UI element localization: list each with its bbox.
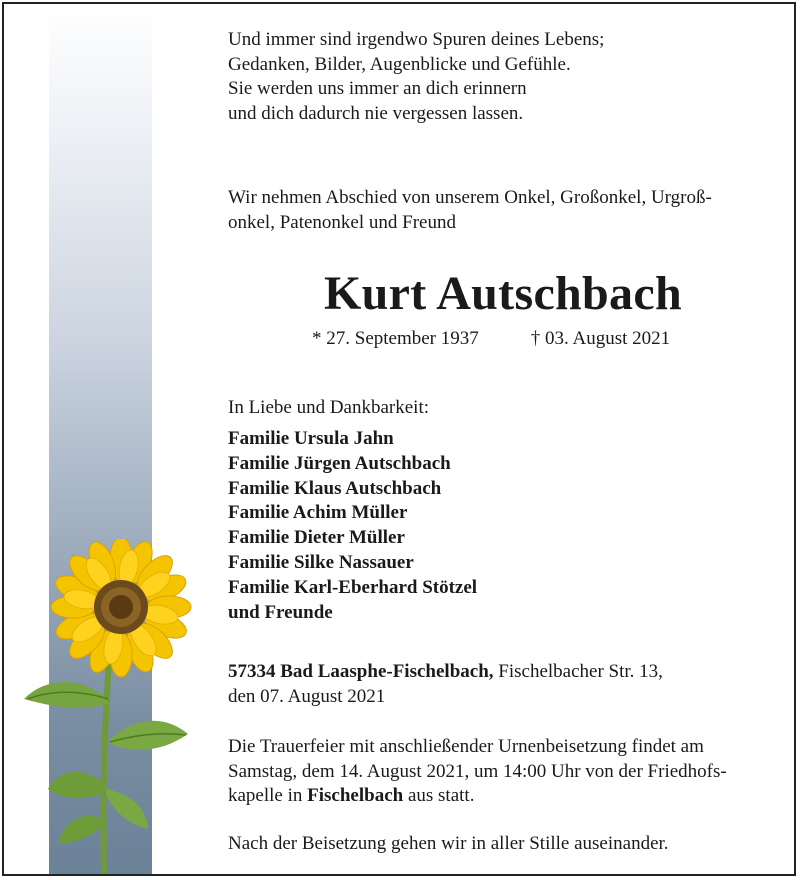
family-list xyxy=(228,427,477,625)
ceremony-post: aus statt. xyxy=(403,785,475,806)
ceremony-line: Die Trauerfeier mit anschließender Urnenbeisetzung findet am xyxy=(228,736,704,757)
farewell-intro xyxy=(228,186,768,235)
family-name: Familie Ursula Jahn xyxy=(228,428,394,449)
ceremony-info xyxy=(228,735,778,809)
poem-line: Gedanken, Bilder, Augenblicke und Gefühle. xyxy=(228,53,571,75)
poem-line: Und immer sind irgendwo Spuren deines Lebens; xyxy=(228,29,605,50)
poem-line: und dich dadurch nie vergessen lassen. xyxy=(228,102,524,124)
ceremony-line: Samstag, dem 14. August 2021, um 14:00 Uhr von der Friedhofs- xyxy=(228,760,727,782)
ceremony-pre: kapelle in xyxy=(228,785,308,806)
poem-line: Sie werden uns immer an dich erinnern xyxy=(228,78,527,99)
ceremony-line xyxy=(228,784,778,809)
sunflower-image xyxy=(18,539,193,876)
ceremony-location: Fischelbach xyxy=(307,785,404,806)
notice-date: den 07. August 2021 xyxy=(228,685,386,707)
city: 57334 Bad Laasphe-Fischelbach, xyxy=(228,661,494,682)
family-name: und Freunde xyxy=(228,601,333,623)
family-name: Familie Silke Nassauer xyxy=(228,551,414,573)
closing-note: Nach der Beisetzung gehen wir in aller Stille auseinander. xyxy=(228,833,669,854)
family-name: Familie Dieter Müller xyxy=(228,527,405,549)
life-dates xyxy=(312,328,670,350)
poem xyxy=(228,28,604,126)
birth-date: * 27. September 1937 xyxy=(312,328,479,349)
family-name: Familie Achim Müller xyxy=(228,502,408,524)
street: Fischelbacher Str. 13, xyxy=(493,661,663,682)
thanks-line: In Liebe und Dankbarkeit: xyxy=(228,397,430,418)
intro-line: Wir nehmen Abschied von unserem Onkel, Großonkel, Urgroß- xyxy=(228,187,712,208)
place-and-date xyxy=(228,660,663,709)
family-name: Familie Karl-Eberhard Stötzel xyxy=(228,576,478,598)
family-name: Familie Jürgen Autschbach xyxy=(228,452,451,474)
death-date: † 03. August 2021 xyxy=(530,328,671,349)
address-line xyxy=(228,660,663,685)
deceased-name: Kurt Autschbach xyxy=(324,267,682,320)
family-name: Familie Klaus Autschbach xyxy=(228,477,442,499)
intro-line: onkel, Patenonkel und Freund xyxy=(228,211,456,233)
obituary-frame xyxy=(2,2,796,876)
